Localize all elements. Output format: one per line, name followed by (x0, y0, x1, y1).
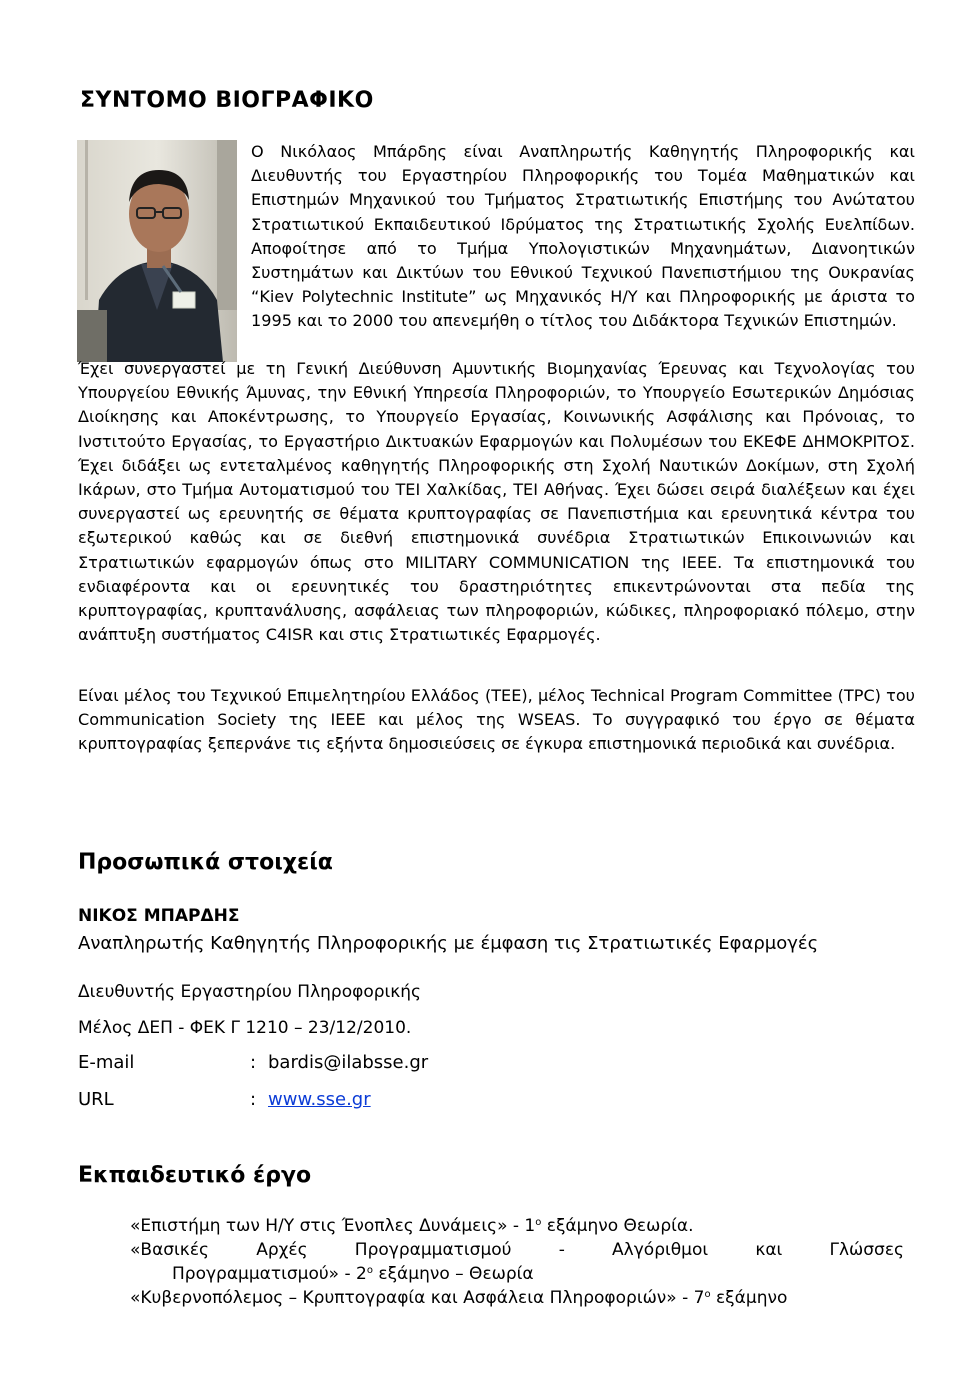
course-item-2-line-2 (172, 1264, 534, 1284)
course-2-tail: εξάμηνο – Θεωρία (372, 1264, 534, 1284)
course-3-ordinal: ο (704, 1289, 711, 1300)
course-1-tail: εξάμηνο Θεωρία. (541, 1216, 694, 1236)
teaching-section-title: Εκπαιδευτικό έργο (78, 1163, 312, 1188)
personal-section-title: Προσωπικά στοιχεία (78, 850, 333, 875)
portrait-image (77, 140, 237, 362)
url-separator: : (250, 1089, 257, 1110)
course-2-text: Προγραμματισμού» - 2 (172, 1264, 367, 1284)
email-separator: : (250, 1052, 257, 1073)
email-value[interactable]: bardis@ilabsse.gr (268, 1052, 429, 1073)
person-membership: Μέλος ΔΕΠ - ΦΕΚ Γ 1210 – 23/12/2010. (78, 1018, 412, 1038)
person-role: Αναπληρωτής Καθηγητής Πληροφορικής με έμφαση τις Στρατιωτικές Εφαρμογές (78, 933, 819, 954)
person-lab-title: Διευθυντής Εργαστηρίου Πληροφορικής (78, 982, 422, 1002)
bio-title: ΣΥΝΤΟΜΟ ΒΙΟΓΡΑΦΙΚΟ (80, 88, 374, 113)
bio-paragraph-1: Ο Νικόλαος Μπάρδης είναι Αναπληρωτής Καθηγητής Πληροφορικής και Διευθυντής του Εργαστηρίου Πληροφορικής του Τομέα Μαθηματικών και Επιστημών Μηχανικού του Τμήματος Στρατιωτικής Επιστήμης του Ανώτατου Στρατιωτικού Εκπαιδευτικού Ιδρύματος της Στρατιωτικής Σχολής Ευελπίδων. Αποφοίτησε από το Τμήμα Υπολογιστικών Μηχανημάτων, Διανοητικών Συστημάτων και Δικτύων του Εθνικού Τεχνικού Πανεπιστήμιου της Ουκρανίας “Kiev Polytechnic Institute” ως Μηχανικός Η/Υ και Πληροφορικής με άριστα το 1995 και το 2000 του απενεμήθη ο τίτλος του Διδάκτορα Τεχνικών Επιστημών. (251, 142, 915, 331)
url-label: URL (78, 1089, 114, 1110)
bio-paragraph-3: Είναι μέλος του Τεχνικού Επιμελητηρίου Ελλάδος (ΤΕΕ), μέλος Technical Program Committee (TPC) του Communication Society της IEEE και μέλος της WSEAS. Το συγγραφικό του έργο σε θέματα κρυπτογραφίας ξεπερνάνε τις εξήντα δημοσιεύσεις σε έγκυρα επιστημονικά περιοδικά και συνέδρια. (78, 686, 915, 754)
url-link[interactable]: www.sse.gr (268, 1089, 371, 1110)
person-name: ΝΙΚΟΣ ΜΠΑΡΔΗΣ (78, 906, 240, 926)
course-item-1 (130, 1216, 694, 1236)
course-item-3 (130, 1288, 787, 1308)
course-1-text: «Επιστήμη των Η/Υ στις Ένοπλες Δυνάμεις» - 1 (130, 1216, 536, 1236)
course-3-text: «Κυβερνοπόλεμος – Κρυπτογραφία και Ασφάλεια Πληροφοριών» - 7 (130, 1288, 705, 1308)
course-3-tail: εξάμηνο (710, 1288, 788, 1308)
email-label: E-mail (78, 1052, 135, 1073)
course-item-2-line-1: «Βασικές Αρχές Προγραμματισμού - Αλγόριθμοι και Γλώσσες (130, 1240, 904, 1260)
course-1-ordinal: ο (535, 1217, 542, 1228)
portrait-photo (77, 140, 237, 362)
course-2-ordinal: ο (366, 1265, 373, 1276)
bio-paragraph-2: Έχει συνεργαστεί με τη Γενική Διεύθυνση Αμυντικής Βιομηχανίας Έρευνας και Τεχνολογίας του Υπουργείου Εθνικής Άμυνας, την Εθνική Υπηρεσία Πληροφοριών, το Υπουργείο Εσωτερικών Δημόσιας Διοίκησης και Αποκέντρωσης, το Υπουργείο Εργασίας, Κοινωνικής Ασφάλισης και Πρόνοιας, το Ινστιτούτο Εργασίας, το Εργαστήριο Δικτυακών Εφαρμογών και Πολυμέσων του ΕΚΕΦΕ ΔΗΜΟΚΡΙΤΟΣ. Έχει διδάξει ως εντεταλμένος καθηγητής Πληροφορικής στη Σχολή Ναυτικών Δοκίμων, στη Σχολή Ικάρων, στο Τμήμα Αυτοματισμού του ΤΕΙ Χαλκίδας, ΤΕΙ Αθήνας. Έχει δώσει σειρά διαλέξεων και έχει συνεργαστεί ως ερευνητής σε θέματα κρυπτογραφίας σε Πανεπιστήμια και ερευνητικά κέντρα του εξωτερικού καθώς και σε διεθνή επιστημονικά συνέδρια Στρατιωτικών Επικοινωνιών και Στρατιωτικών εφαρμογών όπως στο MILITARY COMMUNICATION της IEEE. Τα επιστημονικά του ενδιαφέροντα και οι ερευνητικές του δραστηριότητες επικεντρώνονται στα πεδία της κρυπτογραφίας, κρυπτανάλυσης, ασφάλειας των πληροφοριών, κώδικες, πληροφοριακό πόλεμο, στην ανάπτυξη συστήματος C4ISR και στις Στρατιωτικές Εφαρμογές. (78, 359, 915, 645)
